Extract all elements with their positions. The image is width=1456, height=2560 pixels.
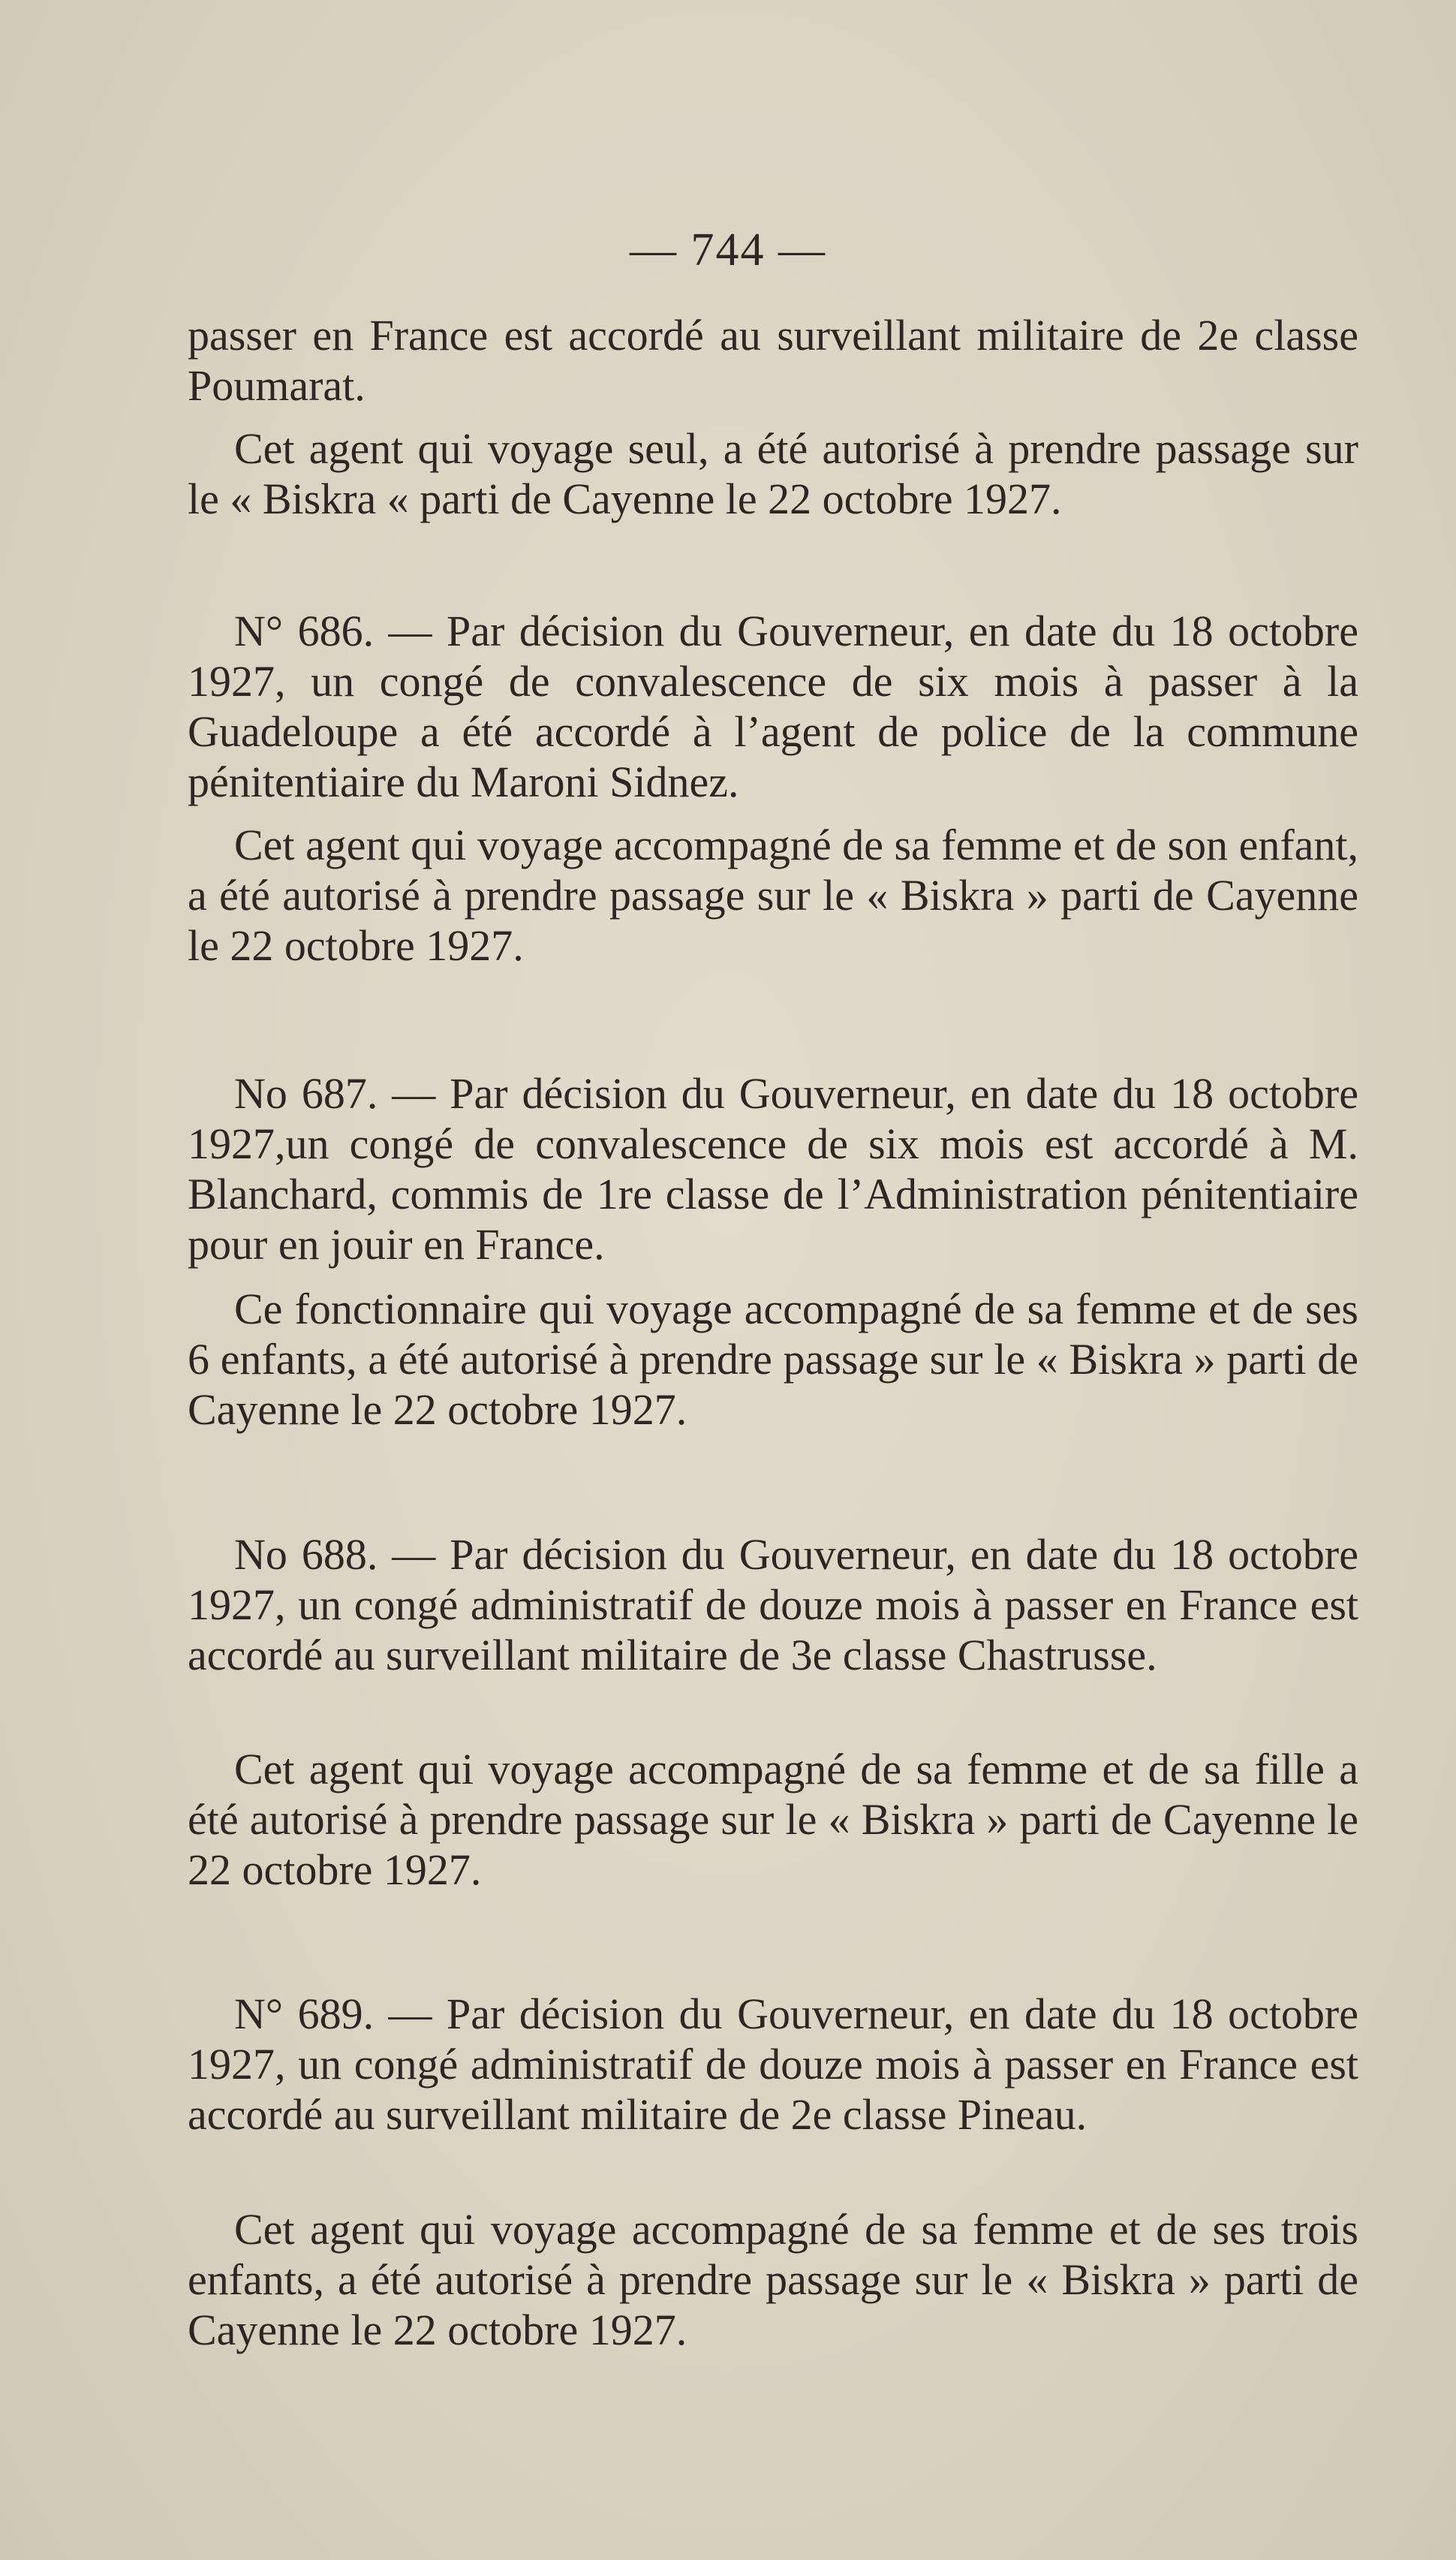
paragraph-travel-note: Cet agent qui voyage accompagné de sa femme et de sa fille a été autorisé à prendre passage sur le « Biskra » parti de Cayenne le 22 octobre 1927.: [188, 1745, 1358, 1894]
paragraph-decision-686: N° 686. — Par décision du Gouverneur, en date du 18 octobre 1927, un congé de convalescence de six mois à passer à la Guadeloupe a été accordé à l’agent de police de la commune pénitentiaire du Maroni Sidnez.: [188, 607, 1358, 806]
paragraph-decision-687: No 687. — Par décision du Gouverneur, en date du 18 octobre 1927,un congé de convalescence de six mois est accordé à M. Blanchard, commis de 1re classe de l’Administration pénitentiaire pour en jouir en France.: [188, 1069, 1358, 1269]
paragraph-decision-689: N° 689. — Par décision du Gouverneur, en date du 18 octobre 1927, un congé administratif de douze mois à passer en France est accordé au surveillant militaire de 2e classe Pineau.: [188, 1989, 1358, 2139]
paragraph-continuation: passer en France est accordé au surveillant militaire de 2e classe Poumarat.: [188, 311, 1358, 410]
paragraph-travel-note: Cet agent qui voyage accompagné de sa femme et de ses trois enfants, a été autorisé à prendre passage sur le « Biskra » parti de Cayenne le 22 octobre 1927.: [188, 2205, 1358, 2354]
paragraph-decision-688: No 688. — Par décision du Gouverneur, en date du 18 octobre 1927, un congé administratif de douze mois à passer en France est accordé au surveillant militaire de 3e classe Chastrusse.: [188, 1530, 1358, 1679]
page-number: — 744 —: [630, 224, 826, 276]
paragraph-travel-note: Ce fonctionnaire qui voyage accompagné de sa femme et de ses 6 enfants, a été autorisé à prendre passage sur le « Biskra » parti de Cayenne le 22 octobre 1927.: [188, 1285, 1358, 1434]
paragraph-travel-note: Cet agent qui voyage seul, a été autorisé à prendre passage sur le « Biskra « parti de Cayenne le 22 octobre 1927.: [188, 424, 1358, 523]
paragraph-travel-note: Cet agent qui voyage accompagné de sa femme et de son enfant, a été autorisé à prendre passage sur le « Biskra » parti de Cayenne le 22 octobre 1927.: [188, 821, 1358, 970]
